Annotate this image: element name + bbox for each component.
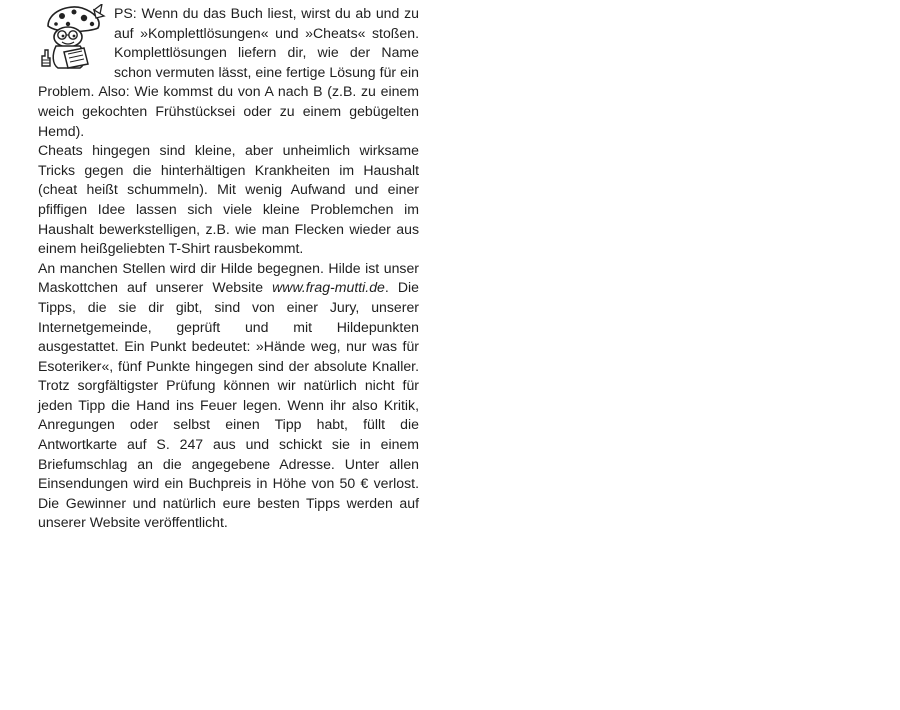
paragraph-intro: PS: Wenn du das Buch liest, wirst du ab und zu auf »Komplettlösungen« und »Cheats« stoßen. Komplettlösungen liefern dir, wie der Name schon vermuten lässt, eine fertige Lösung für ein Problem. Also: Wie kommst du von A nach B (z.B. zu einem weich gekochten Frühstücksei oder zu einem gebügelten Hemd). [38,5,419,139]
paragraph-hilde-text-end: . Die Tipps, die sie dir gibt, sind von einer Jury, unserer Internetgemeinde, geprüft und mit Hildepunkten ausgestattet. Ein Punkt bedeutet: »Hände weg, nur was für Esoteriker«, fünf Punkte hingegen sind der absolute Knaller. Trotz sorgfältigster Prüfung können wir natürlich nicht für jeden Tipp die Hand ins Feuer legen. Wenn ihr also Kritik, Anregungen oder selbst einen Tipp habt, füllt die Antwortkarte auf S. 247 aus und schickt sie in einem Briefumschlag an die angegebene Adresse. Unter allen Einsendungen wird ein Buchpreis in Höhe von 50 € verlost. Die Gewinner und natürlich eure besten Tipps werden auf unserer Website veröffentlicht. [38,279,419,531]
page-text-column [38,4,419,533]
website-url: www.frag-mutti.de [272,279,385,296]
paragraph-cheats: Cheats hingegen sind kleine, aber unheimlich wirksame Tricks gegen die hinterhältigen Krankheiten im Haushalt (cheat heißt schummeln). Mit wenig Aufwand und einer pfiffigen Idee lassen sich viele kleine Problemchen im Haushalt bewerkstelligen, z.B. wie man Flecken wieder aus einem heißgeliebten T-Shirt rausbekommt. [38,142,419,257]
paragraph-hilde [38,259,419,533]
paragraph-hilde-text-start: An manchen Stellen wird dir Hilde begegnen. Hilde ist unser Maskottchen auf unserer Website [38,259,419,296]
mascot-hilde-icon [38,4,106,72]
